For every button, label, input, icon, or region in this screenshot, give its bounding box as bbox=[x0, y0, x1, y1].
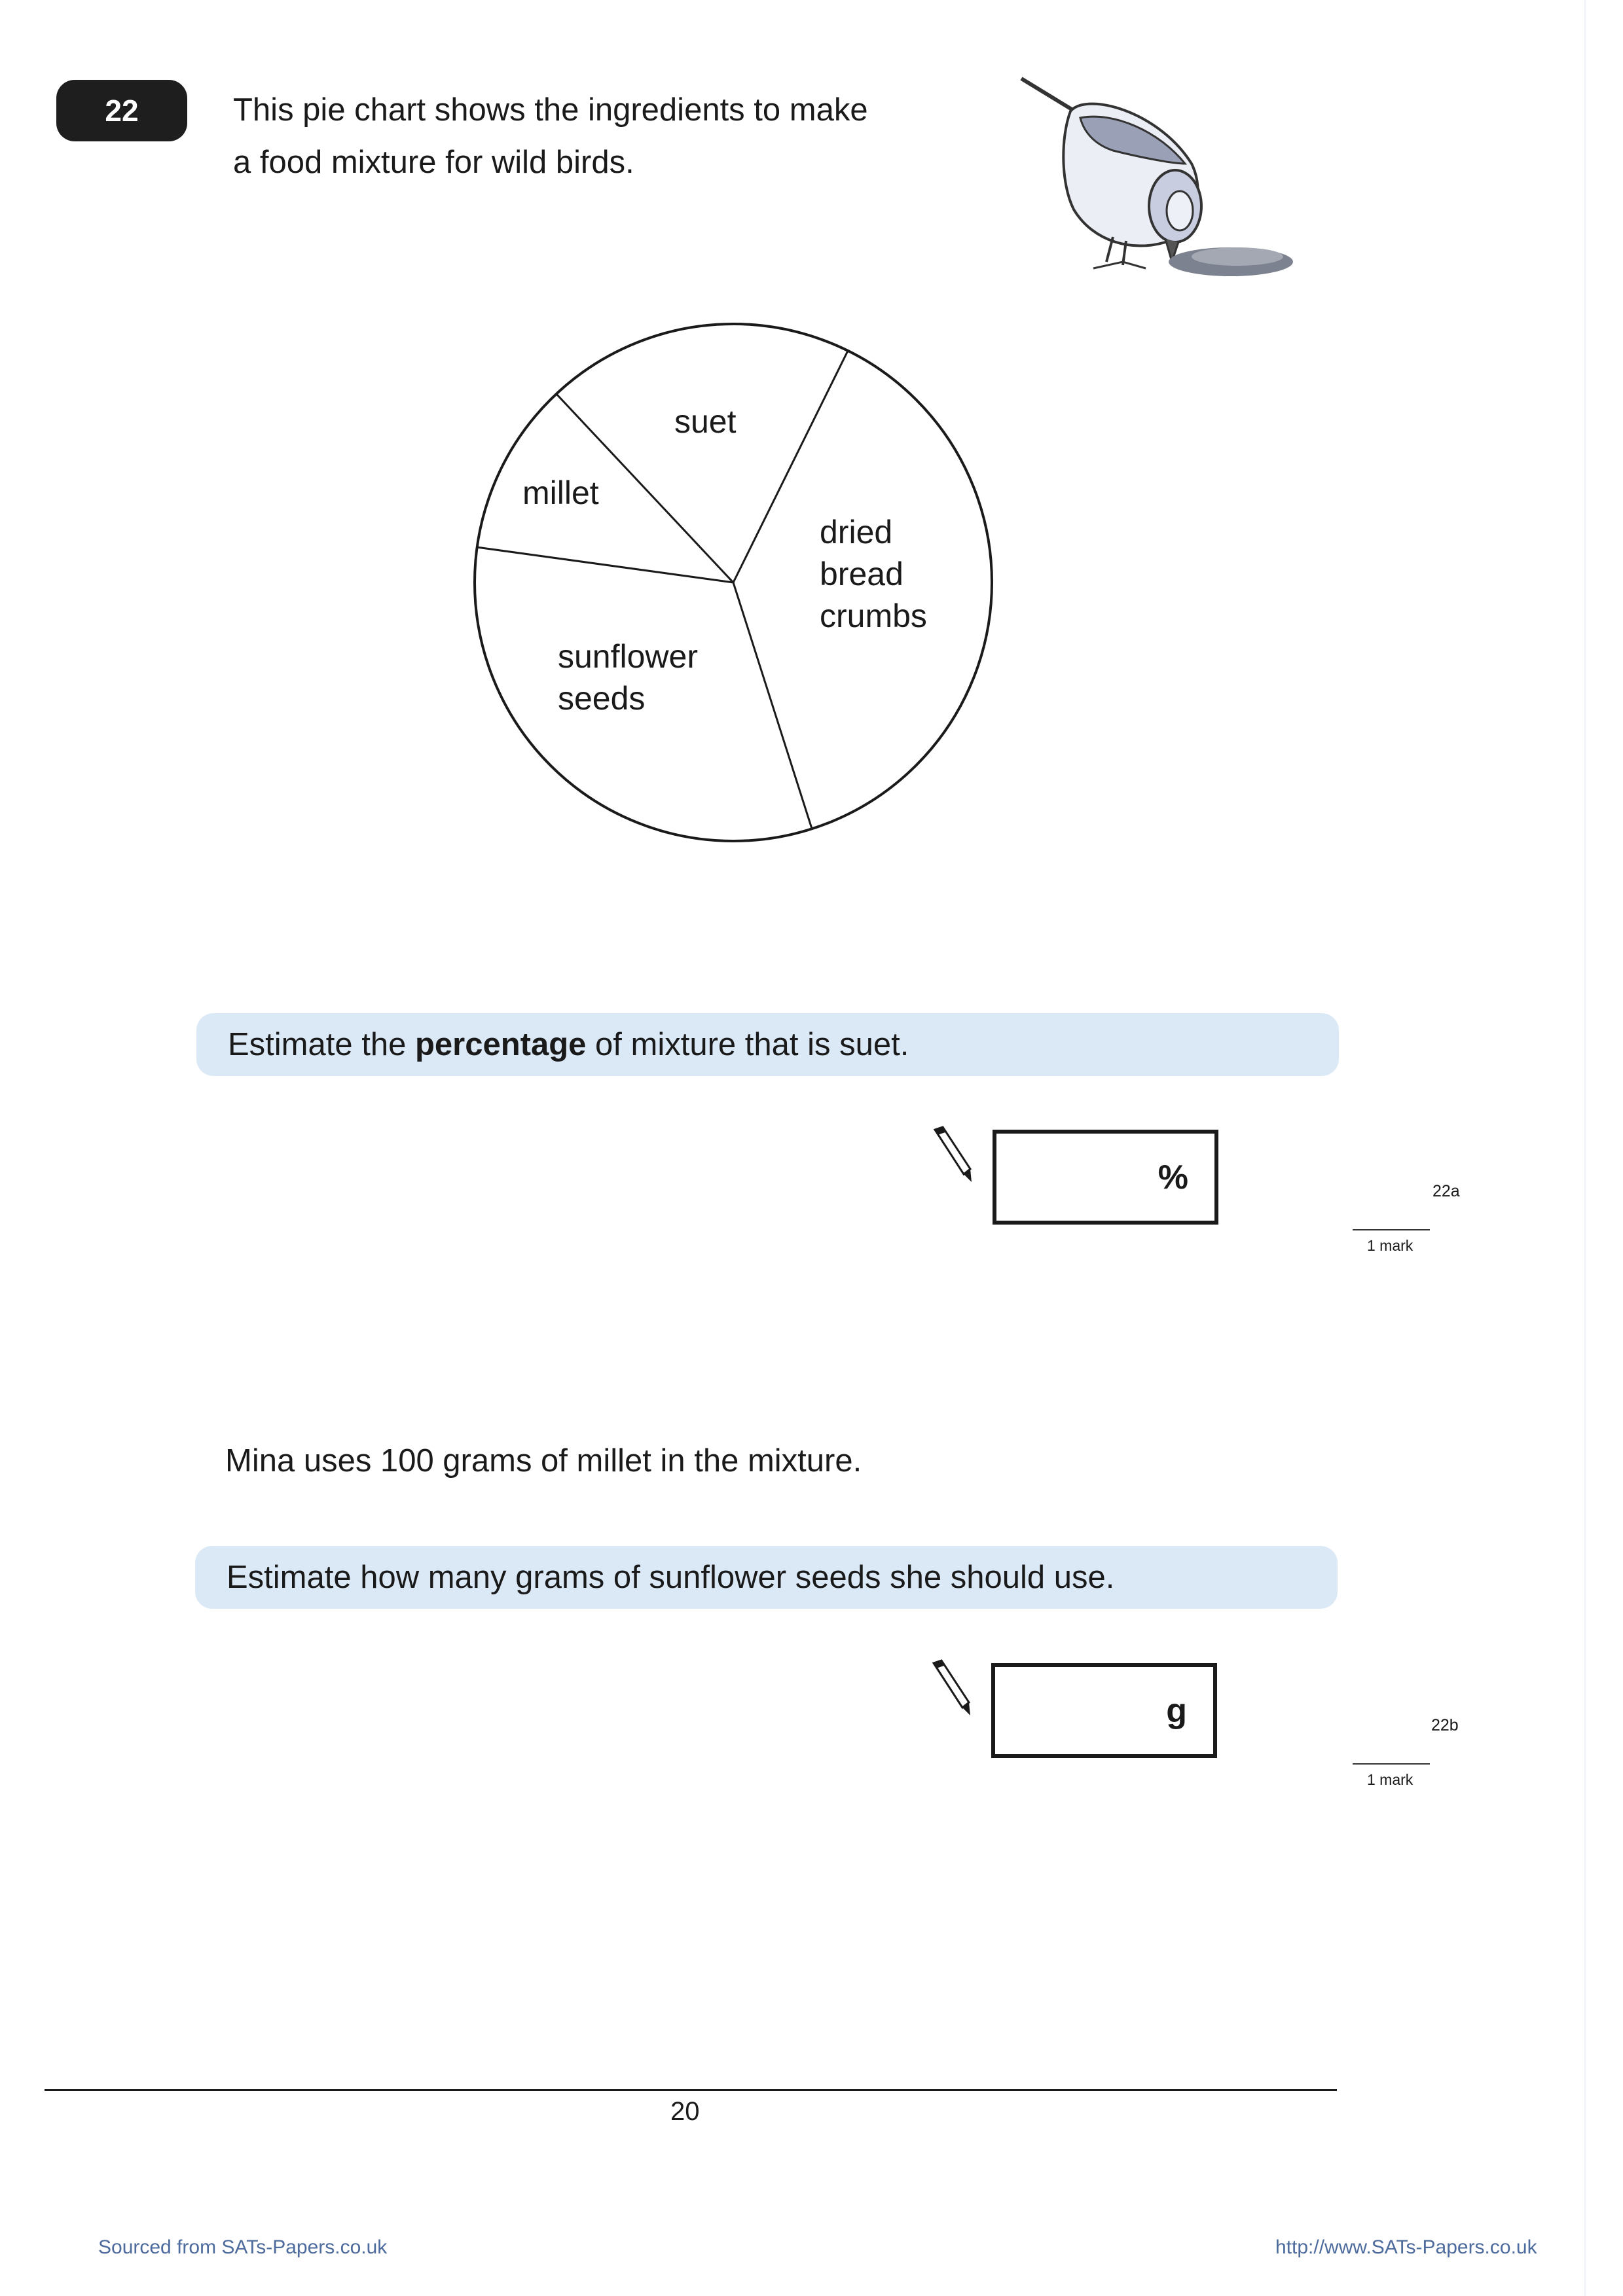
bird-feeding-icon bbox=[1008, 65, 1296, 288]
part-b-answer-box[interactable] bbox=[991, 1663, 1217, 1758]
part-a-prompt-after: of mixture that is suet. bbox=[586, 1027, 909, 1062]
question-number-badge: 22 bbox=[56, 80, 187, 141]
footer-rule bbox=[45, 2089, 1337, 2091]
part-a-mark: 1 mark bbox=[1367, 1237, 1413, 1254]
slice-label-bread-3: crumbs bbox=[820, 598, 927, 634]
part-a-prompt-before: Estimate the bbox=[228, 1027, 415, 1062]
slice-label-sunflower-2: seeds bbox=[558, 680, 646, 717]
part-b-code: 22b bbox=[1431, 1716, 1459, 1734]
slice-label-bread-2: bread bbox=[820, 556, 903, 592]
part-a-prompt-bold: percentage bbox=[414, 1027, 587, 1062]
part-b-mark: 1 mark bbox=[1367, 1771, 1413, 1788]
part-b-prompt: Estimate how many grams of sunflower seeds she should use. bbox=[195, 1546, 1338, 1609]
part-a-prompt bbox=[196, 1013, 1339, 1076]
part-a-answer-box[interactable] bbox=[993, 1130, 1218, 1225]
pencil-icon bbox=[928, 1659, 974, 1718]
slice-label-millet: millet bbox=[522, 475, 599, 511]
part-b-mark-line bbox=[1353, 1763, 1430, 1765]
page-number: 20 bbox=[670, 2097, 700, 2126]
slice-label-suet: suet bbox=[674, 403, 737, 440]
part-a-mark-line bbox=[1353, 1229, 1430, 1230]
question-intro bbox=[233, 84, 1019, 188]
page-edge-line bbox=[1584, 0, 1586, 2296]
source-credit: Sourced from SATs-Papers.co.uk bbox=[98, 2236, 388, 2258]
slice-label-sunflower-1: sunflower bbox=[558, 638, 698, 675]
question-intro-line-1: This pie chart shows the ingredients to make bbox=[233, 92, 868, 128]
part-a-unit: % bbox=[1158, 1158, 1188, 1196]
part-b-unit: g bbox=[1166, 1691, 1187, 1730]
part-a-code: 22a bbox=[1432, 1182, 1460, 1200]
pencil-icon bbox=[930, 1126, 976, 1185]
source-url[interactable]: http://www.SATs-Papers.co.uk bbox=[1275, 2236, 1537, 2258]
slice-label-bread-1: dried bbox=[820, 514, 893, 550]
pie-chart bbox=[458, 308, 1008, 857]
question-intro-line-2: a food mixture for wild birds. bbox=[233, 145, 634, 180]
part-b-statement: Mina uses 100 grams of millet in the mixture. bbox=[225, 1443, 862, 1479]
